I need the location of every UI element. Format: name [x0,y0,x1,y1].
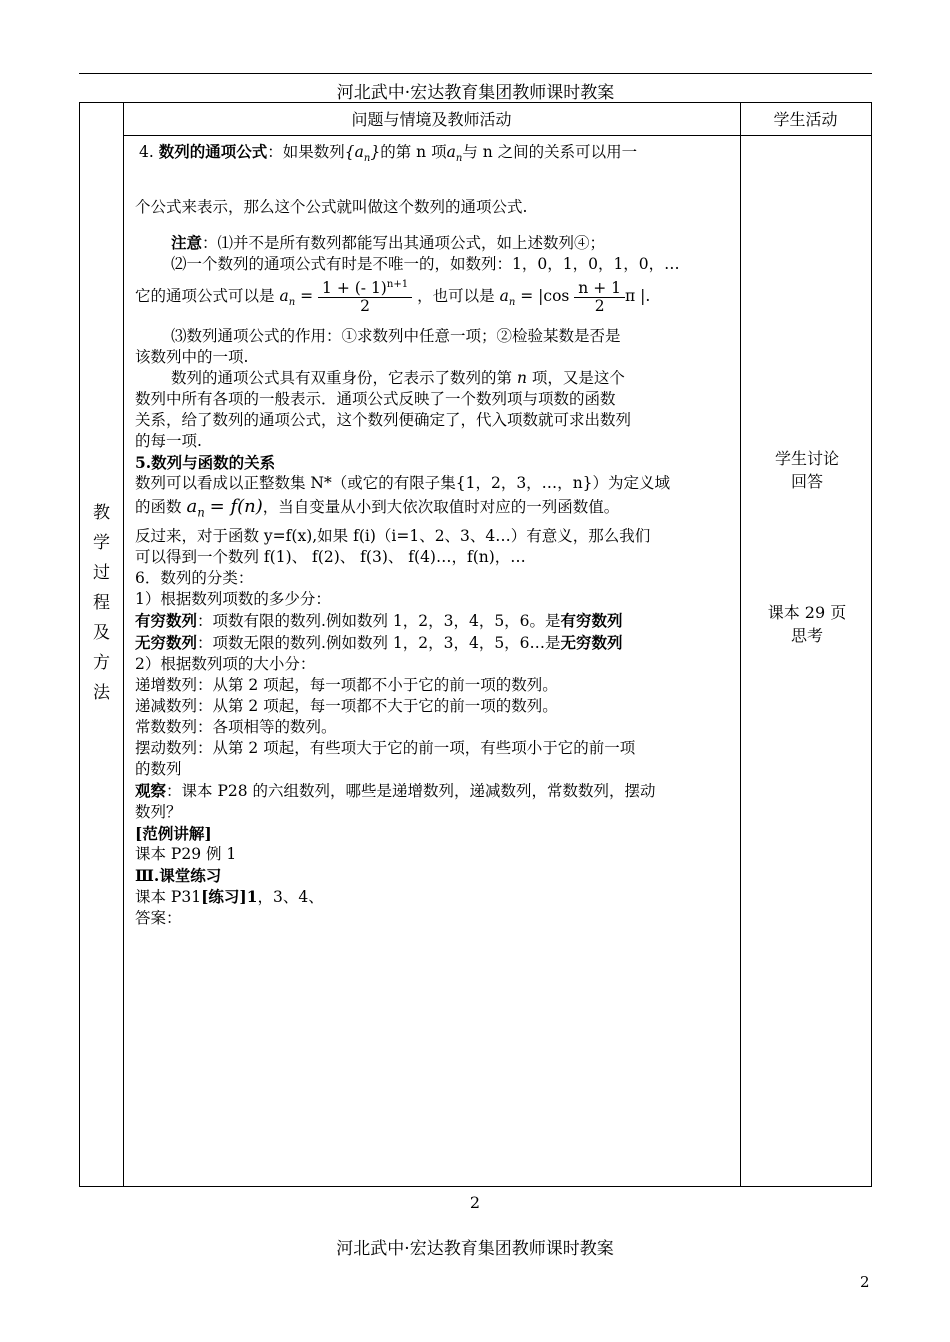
header-rule [79,73,872,74]
column-header-student: 学生活动 [773,110,838,129]
table-divider-left [123,103,124,1186]
text-line: 数列？ [135,802,182,821]
general-term-definition [135,141,735,169]
text: 的函数 [135,498,182,517]
section-6-title: 6．数列的分类： [135,568,254,587]
side-label-char: 教 [93,503,110,523]
side-label-char: 程 [93,592,110,613]
term-label: 无穷数列 [135,632,198,652]
page-number-corner: 2 [860,1273,870,1291]
text: ，3、4、 [257,887,324,906]
text: {a [344,143,364,161]
text-line: 递减数列：从第 2 项起，每一项都不大于它的前一项的数列。 [135,696,558,715]
text-line: 摆动数列：从第 2 项起，有些项大于它的前一项，有些项小于它的前一项 [135,738,636,757]
note-3: ⑶数列通项公式的作用：①求数列中任意一项；②检验某数是否是 [171,327,621,346]
text: 2 [360,297,371,316]
infinite-sequence-line [135,632,735,654]
example-section-title: [范例讲解] [135,823,212,843]
side-label-char: 过 [93,562,110,583]
text: 的第 n 项 [380,143,447,161]
text: 项，又是这个 [531,369,625,388]
page-footer-title: 河北武中·宏达教育集团教师课时教案 [336,1239,614,1259]
note-2: ⑵一个数列的通项公式有时是不唯一的，如数列：1，0，1，0，1，0，… [171,255,680,274]
observation-line [135,780,735,802]
term-label: [练习]1 [201,886,258,906]
text: 数列的通项公式具有双重身份，它表示了数列的第 [171,369,513,388]
section-5-title: 5.数列与函数的关系 [135,453,276,473]
fraction-formula-1 [318,279,412,315]
text-line: 课本 P29 例 1 [135,844,237,863]
text: = |cos [520,287,570,306]
page-number: 2 [469,1193,481,1212]
text: } [370,143,381,161]
text-line: 回答 [790,472,823,491]
side-label-char: 法 [93,682,110,703]
table-divider-right [740,103,741,1186]
text-line: 关系，给了数列的通项公式，这个数列便确定了，代入项数就可求出数列 [135,411,632,430]
text: 与 n 之间的关系可以用一 [462,143,638,161]
text: ：⑴并不是所有数列都能写出其通项公式，如上述数列④； [202,234,606,253]
term-label: 有穷数列 [560,610,623,630]
text-line: 数列可以看成以正整数集 N*（或它的有限子集{1，2，3，…，n}）为定义域 [135,474,671,493]
term-label: 有穷数列 [135,610,198,630]
side-label-teaching-process [80,499,123,708]
subscript: n [455,153,463,165]
text-line: 2）根据数列项的大小分： [135,654,316,673]
text: ，当自变量从小到大依次取值时对应的一列函数值。 [262,498,620,517]
text-line: 递增数列：从第 2 项起，每一项都不小于它的前一项的数列。 [135,675,558,694]
fraction-formula-2 [574,280,625,315]
term-symbol: $a_n$ [186,496,205,520]
definition-continuation: 个公式来表示，那么这个公式就叫做这个数列的通项公式. [135,198,528,217]
text-line: 1）根据数列项数的多少分： [135,589,331,608]
section-number: 4. [139,143,154,161]
text: ：课本 P28 的六组数列，哪些是递增数列，递减数列，常数数列，摆动 [166,781,656,800]
term-symbol: $a_n$ [499,287,516,309]
lesson-content [135,141,735,929]
text: π |. [624,287,651,306]
variable-n: n [516,369,527,388]
table-header-rule [123,135,871,136]
text: 它的通项公式可以是 [135,287,275,306]
text: ：项数无限的数列.例如数列 1，2，3，4，5，6…是 [197,633,561,652]
text: ：如果数列 [267,143,345,161]
side-label-char: 及 [93,622,110,643]
side-label-char: 学 [93,532,110,553]
text-line: 常数数列：各项相等的数列。 [135,717,337,736]
text-line: 的每一项. [135,432,202,451]
text: ，也可以是 [417,287,495,306]
function-formula-line [135,494,735,526]
student-activity-discussion [744,447,870,493]
page-header-title: 河北武中·宏达教育集团教师课时教案 [336,83,615,103]
side-label-char: 方 [93,652,110,673]
term-symbol [446,143,463,165]
text-line: 思考 [790,626,823,645]
text-line: 的数列 [135,759,182,778]
lesson-table [79,102,872,1187]
practice-section-title: Ⅲ.课堂练习 [135,865,222,885]
text-line: 学生讨论 [774,449,839,468]
text-line: 可以得到一个数列 f(1)、 f(2)、 f(3)、 f(4)…，f(n)，… [135,547,526,566]
note-1 [135,232,735,254]
function-formula: = f(n) [209,496,263,518]
text: 1 + (- 1) [322,279,387,298]
text-line: 数列中所有各项的一般表示．通项公式反映了一个数列项与项数的函数 [135,390,616,409]
superscript: n+1 [386,279,409,291]
finite-sequence-line [135,610,735,632]
text: 2 [594,296,605,315]
text: ：项数有限的数列.例如数列 1，2，3，4，5，6。是 [197,611,561,630]
practice-line [135,886,735,908]
answer-label: 答案： [135,908,182,927]
term-label: 无穷数列 [560,632,623,652]
student-activity-textbook [744,601,870,647]
term-label: 观察 [135,780,167,800]
text: 课本 P31 [135,887,202,906]
text: a [446,143,456,161]
sequence-symbol [344,143,381,165]
term-symbol: $a_n$ [279,287,296,309]
formula-line: 它的通项公式可以是 $a_n$ = $\frac{1 + (- 1)^{n+1}}{2}$ ，也可以是 $a_n = |\cos$ $\frac{n + 1}{2}$ π |. [135,278,651,316]
dual-identity-paragraph [135,368,735,389]
text-line: 课本 29 页 [767,603,847,622]
text: n + 1 [574,280,625,298]
section-title: 数列的通项公式 [158,142,268,161]
note-3-continuation: 该数列中的一项. [135,348,249,367]
note-label: 注意 [171,233,203,253]
subscript: n [363,153,371,165]
text-line: 反过来，对于函数 y=f(x),如果 f(i)（i=1、2、3、4…）有意义，那么我们 [135,526,651,545]
column-header-activity: 问题与情境及教师活动 [351,110,512,129]
